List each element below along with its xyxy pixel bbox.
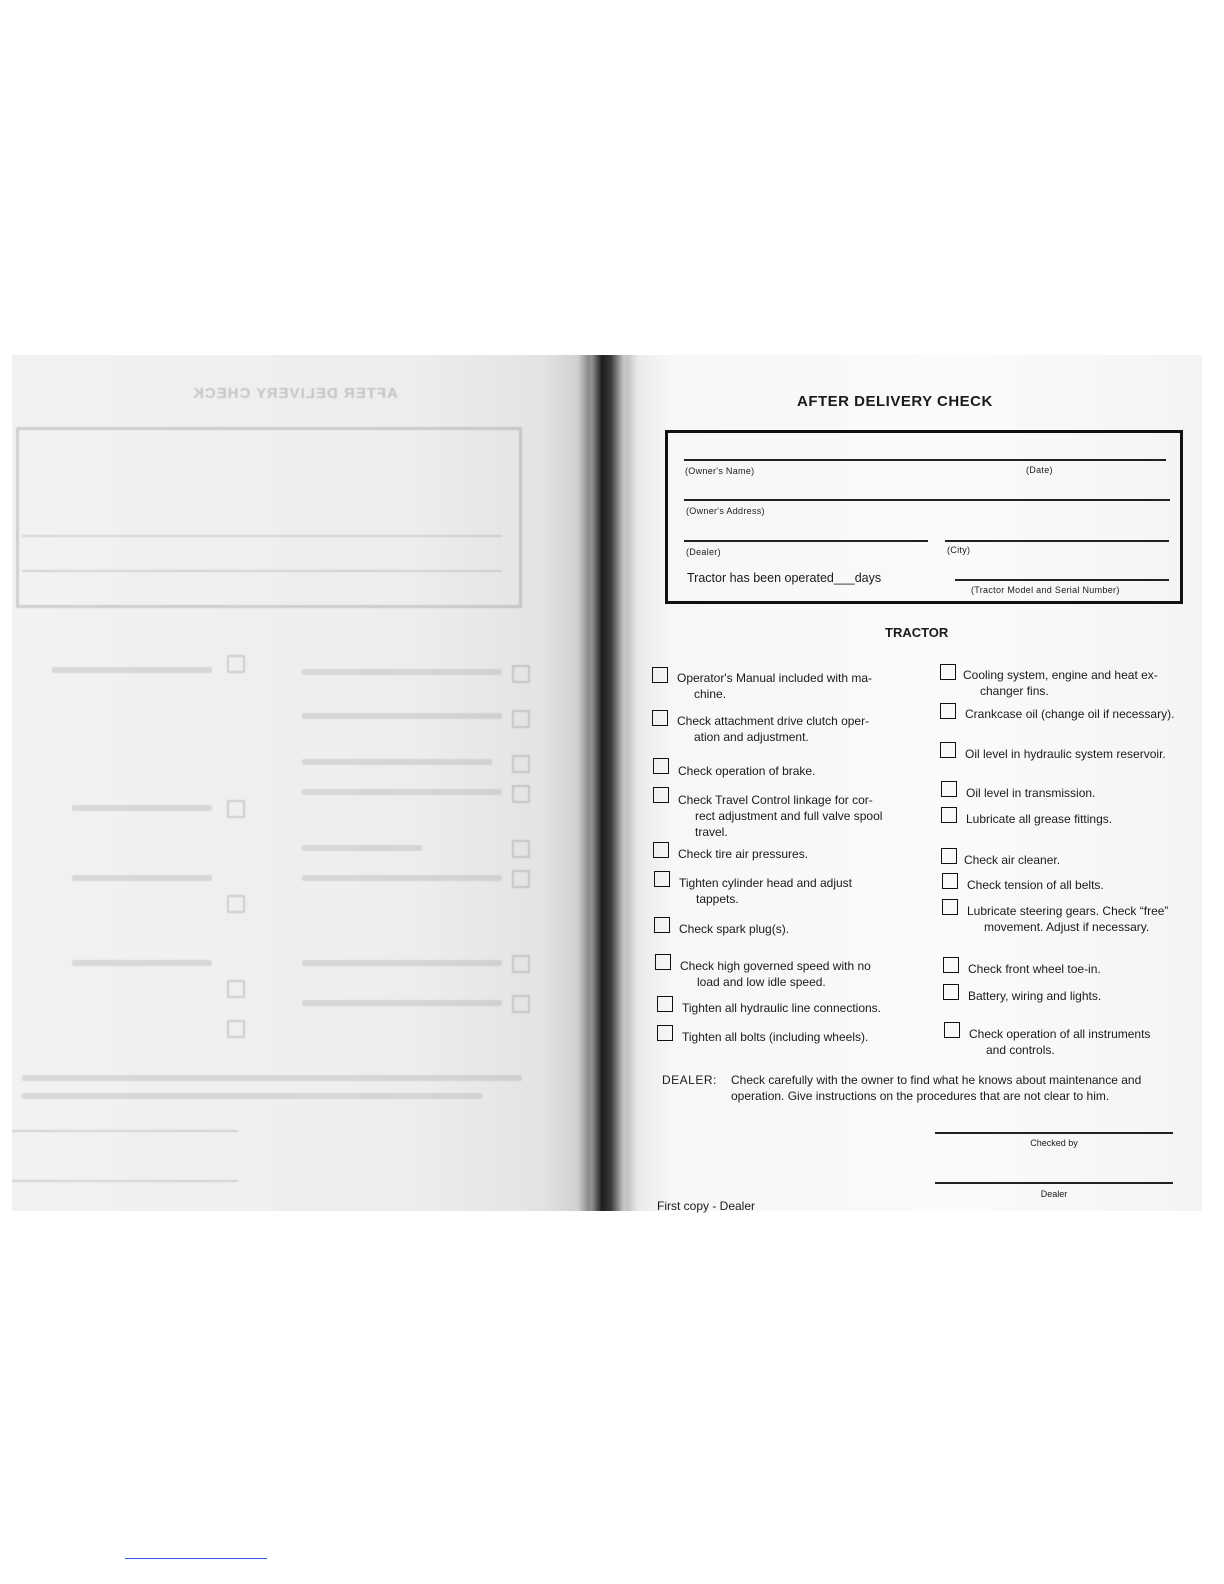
page-underline bbox=[125, 1558, 267, 1559]
item-line: Check tire air pressures. bbox=[678, 847, 809, 861]
item-line: Lubricate steering gears. Check “free” bbox=[967, 904, 1169, 918]
item-line: Cooling system, engine and heat ex- bbox=[963, 668, 1158, 682]
item-line: ation and adjustment. bbox=[694, 730, 809, 744]
owner-name-line[interactable] bbox=[684, 459, 1166, 461]
checkbox[interactable] bbox=[941, 807, 957, 823]
checklist-item[interactable] bbox=[655, 954, 915, 990]
checklist-item[interactable] bbox=[654, 917, 914, 937]
checkbox[interactable] bbox=[940, 742, 956, 758]
item-line: Tighten all hydraulic line connections. bbox=[682, 1001, 882, 1015]
ghost-checkbox bbox=[512, 870, 530, 888]
ghost-checkbox bbox=[512, 785, 530, 803]
checked-by-line[interactable] bbox=[935, 1132, 1173, 1134]
ghost-text bbox=[52, 667, 212, 673]
ghost-checkbox bbox=[227, 800, 245, 818]
item-line: Tighten cylinder head and adjust bbox=[679, 876, 853, 890]
ghost-text bbox=[302, 789, 502, 795]
form-title: AFTER DELIVERY CHECK bbox=[797, 393, 993, 410]
item-line: changer fins. bbox=[980, 684, 1049, 698]
ghost-text bbox=[302, 713, 502, 719]
checklist-item[interactable] bbox=[940, 742, 1200, 762]
ghost-checkbox bbox=[512, 665, 530, 683]
ghost-checkbox bbox=[512, 955, 530, 973]
checkbox[interactable] bbox=[653, 787, 669, 803]
item-line: Check air cleaner. bbox=[964, 853, 1061, 867]
item-line: chine. bbox=[694, 687, 727, 701]
checklist-item[interactable] bbox=[654, 871, 914, 907]
ghost-checkbox bbox=[227, 1020, 245, 1038]
item-line: tappets. bbox=[696, 892, 739, 906]
ghost-text bbox=[302, 960, 502, 966]
checklist-item[interactable] bbox=[944, 1022, 1194, 1058]
dealer-note-label: DEALER: bbox=[662, 1073, 717, 1087]
model-serial-line[interactable] bbox=[955, 579, 1169, 581]
ghost-text bbox=[302, 875, 502, 881]
checklist-item[interactable] bbox=[941, 848, 1191, 868]
item-line: Crankcase oil (change oil if necessary). bbox=[965, 707, 1175, 721]
item-line: travel. bbox=[695, 825, 728, 839]
item-line: movement. Adjust if necessary. bbox=[984, 920, 1150, 934]
ghost-text bbox=[72, 875, 212, 881]
checkbox[interactable] bbox=[657, 996, 673, 1012]
ghost-checkbox bbox=[227, 655, 245, 673]
item-line: Operator's Manual included with ma- bbox=[677, 671, 873, 685]
checkbox[interactable] bbox=[654, 871, 670, 887]
item-line: Lubricate all grease fittings. bbox=[966, 812, 1113, 826]
ghost-line bbox=[22, 535, 502, 537]
binding-shadow bbox=[578, 355, 638, 1211]
item-line: Check front wheel toe-in. bbox=[968, 962, 1101, 976]
checkbox[interactable] bbox=[655, 954, 671, 970]
left-page-bleedthrough bbox=[12, 355, 590, 1211]
checkbox[interactable] bbox=[654, 917, 670, 933]
item-line: Check spark plug(s). bbox=[679, 922, 790, 936]
item-line: and controls. bbox=[986, 1043, 1055, 1057]
bleedthrough-ghost-content bbox=[12, 355, 590, 1211]
checklist-item[interactable] bbox=[657, 1025, 927, 1045]
ghost-line bbox=[12, 1130, 238, 1132]
checklist-item[interactable] bbox=[943, 984, 1193, 1004]
checklist-item[interactable] bbox=[653, 842, 913, 862]
ghost-title: AFTER DELIVERY CHECK bbox=[192, 385, 398, 402]
checklist-item[interactable] bbox=[657, 996, 927, 1016]
checkbox[interactable] bbox=[942, 899, 958, 915]
ghost-checkbox bbox=[227, 895, 245, 913]
item-line: load and low idle speed. bbox=[697, 975, 826, 989]
checkbox[interactable] bbox=[941, 781, 957, 797]
dealer-label: (Dealer) bbox=[686, 547, 721, 557]
checklist-item[interactable] bbox=[652, 667, 912, 702]
ghost-text bbox=[72, 805, 212, 811]
ghost-line bbox=[22, 570, 502, 572]
ghost-checkbox bbox=[512, 995, 530, 1013]
checkbox[interactable] bbox=[652, 667, 668, 683]
ghost-text bbox=[72, 960, 212, 966]
checklist-item[interactable] bbox=[942, 899, 1194, 935]
item-line: Check tension of all belts. bbox=[967, 878, 1104, 892]
checklist-item[interactable] bbox=[942, 873, 1192, 893]
item-line: Check Travel Control linkage for cor- bbox=[678, 793, 873, 807]
checkbox[interactable] bbox=[943, 984, 959, 1000]
item-line: Battery, wiring and lights. bbox=[968, 989, 1102, 1003]
checklist-item[interactable] bbox=[941, 781, 1191, 801]
owner-address-line[interactable] bbox=[684, 499, 1170, 501]
checkbox[interactable] bbox=[941, 848, 957, 864]
city-line[interactable] bbox=[945, 540, 1169, 542]
checkbox[interactable] bbox=[653, 758, 669, 774]
checkbox[interactable] bbox=[652, 710, 668, 726]
checkbox[interactable] bbox=[657, 1025, 673, 1041]
checkbox[interactable] bbox=[942, 873, 958, 889]
dealer-signature-line[interactable] bbox=[935, 1182, 1173, 1184]
ghost-checkbox bbox=[512, 755, 530, 773]
section-title: TRACTOR bbox=[885, 625, 949, 640]
ghost-text bbox=[302, 845, 422, 851]
dealer-signature-label: Dealer bbox=[1040, 1189, 1068, 1199]
checklist-item[interactable] bbox=[940, 664, 1190, 699]
tractor-operated-text: Tractor has been operated___days bbox=[687, 571, 882, 585]
checklist-item[interactable] bbox=[943, 957, 1193, 977]
item-line: Check high governed speed with no bbox=[680, 959, 871, 973]
ghost-text bbox=[302, 759, 492, 765]
city-label: (City) bbox=[947, 545, 971, 555]
item-line: Check attachment drive clutch oper- bbox=[677, 714, 870, 728]
ghost-text bbox=[22, 1075, 522, 1081]
checkbox[interactable] bbox=[940, 664, 956, 680]
ghost-checkbox bbox=[512, 840, 530, 858]
owner-address-label: (Owner's Address) bbox=[686, 506, 765, 516]
checklist-item[interactable] bbox=[941, 807, 1191, 827]
checklist-item[interactable] bbox=[940, 703, 1200, 722]
checkbox[interactable] bbox=[940, 703, 956, 719]
ghost-checkbox bbox=[227, 980, 245, 998]
checkbox[interactable] bbox=[653, 842, 669, 858]
item-line: Check operation of all instruments bbox=[969, 1027, 1151, 1041]
item-line: Tighten all bolts (including wheels). bbox=[682, 1030, 869, 1044]
ghost-line bbox=[12, 1180, 238, 1182]
checkbox[interactable] bbox=[944, 1022, 960, 1038]
item-line: rect adjustment and full valve spool bbox=[695, 809, 883, 823]
copy-note: First copy - Dealer bbox=[657, 1199, 756, 1213]
model-serial-label: (Tractor Model and Serial Number) bbox=[971, 585, 1120, 595]
ghost-text bbox=[22, 1093, 482, 1099]
checklist-item[interactable] bbox=[652, 710, 912, 745]
ghost-checkbox bbox=[512, 710, 530, 728]
checkbox[interactable] bbox=[943, 957, 959, 973]
item-line: Check operation of brake. bbox=[678, 764, 816, 778]
item-line: Oil level in hydraulic system reservoir. bbox=[965, 747, 1166, 761]
checked-by-label: Checked by bbox=[1030, 1138, 1078, 1148]
checklist-item[interactable] bbox=[653, 787, 913, 840]
owner-name-label: (Owner's Name) bbox=[685, 466, 755, 476]
date-label: (Date) bbox=[1026, 465, 1053, 475]
ghost-text bbox=[302, 1000, 502, 1006]
dealer-line[interactable] bbox=[684, 540, 928, 542]
checklist-item[interactable] bbox=[653, 758, 913, 779]
ghost-text bbox=[302, 669, 502, 675]
item-line: Oil level in transmission. bbox=[966, 786, 1096, 800]
dealer-note-text: Check carefully with the owner to find what he knows about maintenance and operation. Give instructions on the procedures that are not clear to him. bbox=[731, 1073, 1142, 1103]
ghost-box bbox=[16, 427, 522, 608]
